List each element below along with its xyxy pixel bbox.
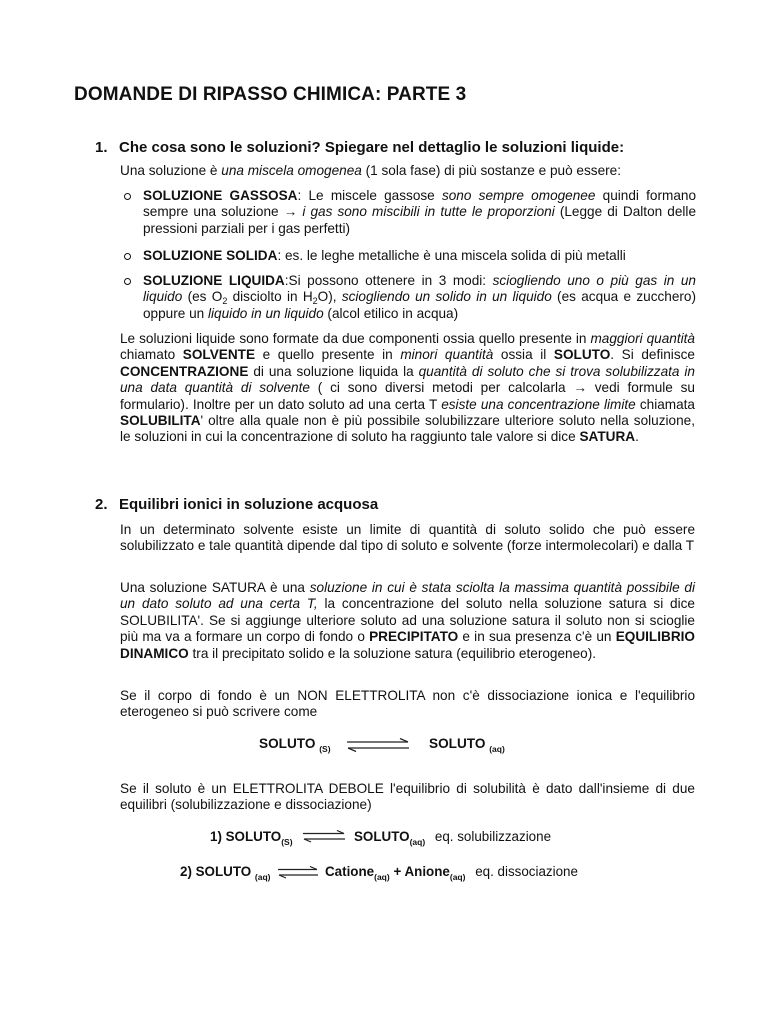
text: una miscela omogenea xyxy=(221,163,362,178)
text: liquido in un liquido xyxy=(208,305,324,321)
text: (alcol etilico in acqua) xyxy=(323,305,459,321)
equation-3-right xyxy=(325,864,578,882)
text: : Le miscele gassose xyxy=(297,188,442,203)
question-text: Che cosa sono le soluzioni? Spiegare nel dettaglio le soluzioni liquide: xyxy=(119,139,625,156)
species: SOLUTO xyxy=(354,829,410,844)
list-item-gas xyxy=(120,188,696,237)
equation-3-left xyxy=(180,864,271,882)
term: SOLUBILITA xyxy=(120,413,201,429)
q1-paragraph xyxy=(120,331,695,446)
text: sono sempre omogenee xyxy=(441,188,596,203)
subscript: (S) xyxy=(281,837,293,847)
text: e quello presente in xyxy=(255,347,401,363)
term: SOLUTO xyxy=(553,347,611,363)
text: quantità di soluto che si trova solubilizzata in una data quantità di solvente xyxy=(120,363,695,396)
text: esiste una concentrazione limite xyxy=(441,396,636,412)
text: ( ci sono diversi metodi per calcolarla → vedi formule su formulario). Inoltre per un dato soluto ad una certa T xyxy=(120,380,695,412)
equation-note: eq. dissociazione xyxy=(475,864,578,879)
text: la concentrazione del soluto nella soluzione satura si dice SOLUBILITA'. Se si aggiunge ulteriore soluto ad una soluzione satura il soluto non si scioglie più ma va a formare un corpo di fondo o xyxy=(120,596,695,645)
equation-2-right xyxy=(354,829,552,847)
text: sciogliendo un solido in un liquido xyxy=(341,289,552,305)
list-item-liquid xyxy=(120,273,696,322)
q2-paragraph-4: Se il soluto è un ELETTROLITA DEBOLE l'equilibrio di solubilità è dato dall'insieme di due equilibri (solubilizzazione e dissociazione) xyxy=(120,781,695,813)
question-text: Equilibri ionici in soluzione acquosa xyxy=(119,496,379,513)
bullet-icon xyxy=(124,193,131,200)
text: (es O xyxy=(182,289,223,305)
text: i gas sono miscibili in tutte le proporzioni xyxy=(302,204,555,220)
subscript: (aq) xyxy=(254,872,271,882)
text: minori quantità xyxy=(400,347,494,363)
term: SATURA xyxy=(579,429,636,445)
text: disciolto in H xyxy=(227,289,313,305)
species: SOLUTO xyxy=(259,736,316,751)
text: Una soluzione è xyxy=(120,163,222,178)
equilibrium-arrow-icon xyxy=(346,738,410,752)
text: e in sua presenza c'è un xyxy=(458,629,616,645)
text: . Si definisce xyxy=(610,347,695,363)
text: (1 sola fase) di più sostanze e può essere: xyxy=(361,163,622,178)
species: SOLUTO xyxy=(429,736,486,751)
q2-paragraph-2 xyxy=(120,580,695,662)
subscript: (aq) xyxy=(489,744,505,754)
question-2-heading xyxy=(95,496,378,513)
equilibrium-arrow-icon xyxy=(277,866,319,879)
q2-paragraph-1: In un determinato solvente esiste un limite di quantità di soluto solido che può essere solubilizzato e tale quantità dipende dal tipo di soluto e solvente (forze intermolecolari) e dalla T xyxy=(120,522,695,554)
question-number: 1. xyxy=(95,139,108,156)
term: CONCENTRAZIONE xyxy=(120,363,249,379)
q2-paragraph-3: Se il corpo di fondo è un NON ELETTROLITA non c'è dissociazione ionica e l'equilibrio eterogeneo si può scrivere come xyxy=(120,688,695,720)
term: EQUILIBRIO DINAMICO xyxy=(120,629,695,661)
text: di una soluzione liquida la xyxy=(248,363,419,379)
text: sciogliendo uno o più gas in un liquido xyxy=(143,273,696,305)
text: ' oltre alla quale non è più possibile solubilizzare ulteriore soluto nella soluzione, le soluzioni in cui la concentrazione di soluto ha raggiunto tale valore si dice xyxy=(120,413,695,445)
text: (Legge di Dalton delle pressioni parziali per i gas perfetti) xyxy=(143,204,697,236)
species: + Anione xyxy=(393,864,450,879)
list-item-solid xyxy=(120,248,696,264)
equilibrium-arrow-icon xyxy=(302,830,346,843)
term: SOLUZIONE LIQUIDA xyxy=(143,273,285,288)
equation-1-left xyxy=(259,736,331,754)
bullet-icon xyxy=(124,278,131,285)
question-number: 2. xyxy=(95,496,108,513)
equation-1-right xyxy=(429,736,505,754)
subscript: 2 xyxy=(312,296,318,307)
page-title: DOMANDE DI RIPASSO CHIMICA: PARTE 3 xyxy=(74,84,467,105)
subscript: (S) xyxy=(319,744,331,754)
subscript: (aq) xyxy=(374,872,390,882)
text: chiamato xyxy=(120,347,183,363)
text: Le soluzioni liquide sono formate da due componenti ossia quello presente in xyxy=(120,331,591,346)
text: O), xyxy=(317,289,342,305)
term: PRECIPITATO xyxy=(369,629,459,645)
text: tra il precipitato solido e la soluzione satura (equilibrio eterogeneo). xyxy=(188,645,597,661)
text: Una soluzione SATURA è una xyxy=(120,580,310,595)
term: SOLVENTE xyxy=(182,347,256,363)
subscript: 2 xyxy=(222,296,228,307)
subscript: (aq) xyxy=(449,872,466,882)
term: SOLUZIONE GASSOSA xyxy=(143,188,298,203)
text: quindi formano sempre una soluzione → xyxy=(143,188,697,220)
q1-intro xyxy=(120,163,695,179)
species: 2) SOLUTO xyxy=(180,864,252,879)
equation-note: eq. solubilizzazione xyxy=(434,829,552,844)
text: . xyxy=(635,429,639,445)
bullet-icon xyxy=(124,253,131,260)
species: Catione xyxy=(325,864,375,879)
text: maggiori quantità xyxy=(590,331,695,346)
text: : es. le leghe metalliche è una miscela solida di più metalli xyxy=(277,248,626,263)
question-1-heading xyxy=(95,139,624,156)
subscript: (aq) xyxy=(409,837,426,847)
equation-2-left xyxy=(210,829,293,847)
text: soluzione in cui è stata sciolta la massima quantità possibile di un dato soluto ad una certa T, xyxy=(120,580,695,612)
text: chiamata xyxy=(635,396,695,412)
term: SOLUZIONE SOLIDA xyxy=(143,248,278,263)
text: ossia il xyxy=(493,347,554,363)
species: 1) SOLUTO xyxy=(210,829,282,844)
text: (es acqua e zucchero) oppure un xyxy=(143,289,697,321)
text: :Si possono ottenere in 3 modi: xyxy=(284,273,493,288)
